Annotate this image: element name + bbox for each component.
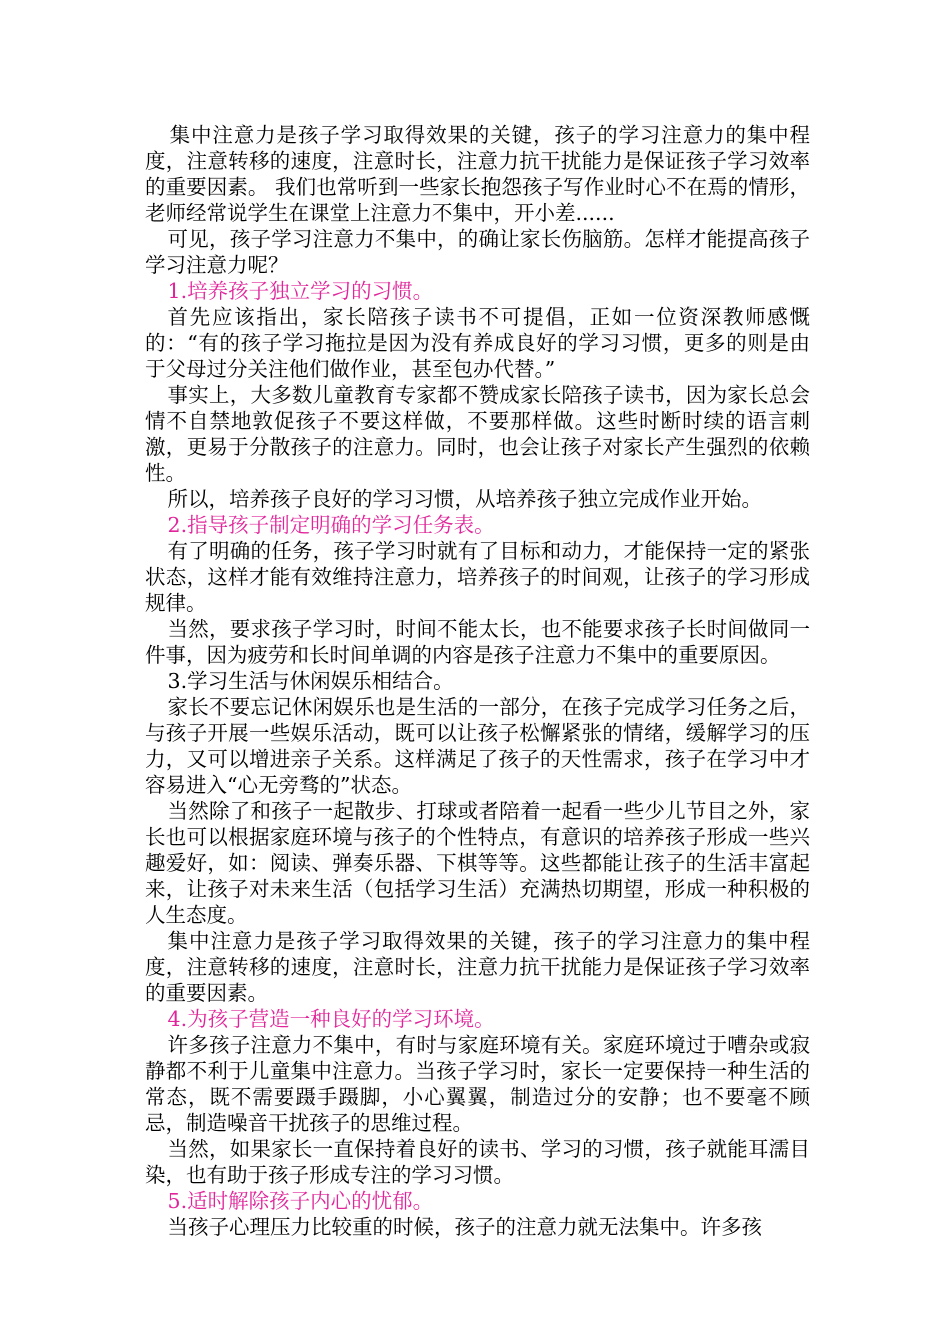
- section-1-paragraph-1: 首先应该指出，家长陪孩子读书不可提倡，正如一位资深教师感慨的：“有的孩子学习拖拉是因为没有养成良好的学习习惯，更多的则是由于父母过分关注他们做作业，甚至包办代替。”: [145, 305, 810, 381]
- section-2-paragraph-1: 有了明确的任务，孩子学习时就有了目标和动力，才能保持一定的紧张状态，这样才能有效维持注意力，培养孩子的时间观，让孩子的学习形成规律。: [145, 539, 810, 615]
- section-2-heading: 2.指导孩子制定明确的学习任务表。: [167, 513, 495, 537]
- section-3-paragraph-1: 家长不要忘记休闲娱乐也是生活的一部分，在孩子完成学习任务之后，与孩子开展一些娱乐活动，既可以让孩子松懈紧张的情绪，缓解学习的压力，又可以增进亲子关系。这样满足了孩子的天性需求，孩子在学习中才容易进入“心无旁骛的”状态。: [145, 695, 810, 797]
- section-3-heading: 3.学习生活与休闲娱乐相结合。: [167, 669, 454, 693]
- section-5-heading: 5.适时解除孩子内心的忧郁。: [167, 1189, 434, 1213]
- section-2-paragraph-2: 当然，要求孩子学习时，时间不能太长，也不能要求孩子长时间做同一件事，因为疲劳和长时间单调的内容是孩子注意力不集中的重要原因。: [145, 617, 810, 667]
- section-1-paragraph-2: 事实上，大多数儿童教育专家都不赞成家长陪孩子读书，因为家长总会情不自禁地敦促孩子不要这样做，不要那样做。这些时断时续的语言刺激，更易于分散孩子的注意力。同时，也会让孩子对家长产生强烈的依赖性。: [145, 383, 810, 485]
- section-1-paragraph-3: 所以，培养孩子良好的学习习惯，从培养孩子独立完成作业开始。: [167, 487, 763, 511]
- section-4-heading: 4.为孩子营造一种良好的学习环境。: [167, 1007, 495, 1031]
- section-3-paragraph-2: 当然除了和孩子一起散步、打球或者陪着一起看一些少儿节目之外，家长也可以根据家庭环境与孩子的个性特点，有意识的培养孩子形成一些兴趣爱好，如：阅读、弹奏乐器、下棋等等。这些都能让孩子的生活丰富起来，让孩子对未来生活（包括学习生活）充满热切期望，形成一种积极的人生态度。: [145, 799, 810, 927]
- section-4-paragraph-1: 许多孩子注意力不集中，有时与家庭环境有关。家庭环境过于嘈杂或寂静都不利于儿童集中注意力。当孩子学习时，家长一定要保持一种生活的常态，既不需要蹑手蹑脚，小心翼翼，制造过分的安静；也不要毫不顾忌，制造噪音干扰孩子的思维过程。: [145, 1033, 810, 1135]
- section-4-paragraph-2: 当然，如果家长一直保持着良好的读书、学习的习惯，孩子就能耳濡目染，也有助于孩子形成专注的学习习惯。: [145, 1137, 810, 1187]
- section-1-heading: 1.培养孩子独立学习的习惯。: [167, 279, 434, 303]
- intro-paragraph-1: 集中注意力是孩子学习取得效果的关键，孩子的学习注意力的集中程度，注意转移的速度，注意时长，注意力抗干扰能力是保证孩子学习效率的重要因素。 我们也常听到一些家长抱怨孩子写作业时心不在焉的情形，老师经常说学生在课堂上注意力不集中，开小差......: [145, 123, 810, 225]
- intro-paragraph-2: 可见，孩子学习注意力不集中，的确让家长伤脑筋。怎样才能提高孩子学习注意力呢？: [145, 227, 810, 277]
- document-page: [145, 122, 810, 1240]
- section-3-paragraph-3: 集中注意力是孩子学习取得效果的关键，孩子的学习注意力的集中程度，注意转移的速度，注意时长，注意力抗干扰能力是保证孩子学习效率的重要因素。: [145, 929, 810, 1005]
- section-5-paragraph-1: 当孩子心理压力比较重的时候，孩子的注意力就无法集中。许多孩: [167, 1215, 763, 1239]
